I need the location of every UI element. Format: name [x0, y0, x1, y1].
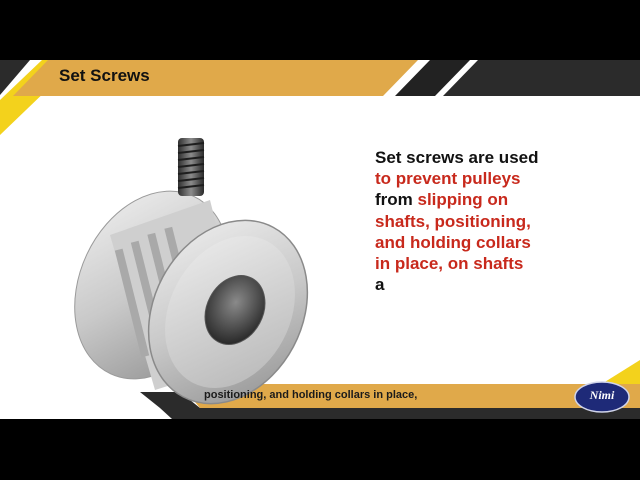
- slide-title: Set Screws: [59, 66, 150, 85]
- body-line-1: Set screws are used: [375, 148, 539, 167]
- body-line-2: to prevent pulleys: [375, 169, 521, 189]
- body-line-6: in place, on shafts: [375, 254, 524, 274]
- caption-subtitle: positioning, and holding collars in place,: [204, 389, 418, 401]
- slide: [0, 60, 640, 419]
- pulley-illustration: [70, 130, 310, 405]
- body-line-3-black: from: [375, 190, 418, 210]
- body-line-4: shafts, positioning,: [375, 211, 531, 231]
- bottom-dark-band: [160, 408, 600, 419]
- body-line-3-red: slipping on: [417, 190, 509, 210]
- top-right-dark-band: [443, 60, 640, 96]
- body-line-7: a: [375, 275, 385, 295]
- slide-body-text: [375, 147, 635, 295]
- logo-text: Nimi: [589, 388, 615, 402]
- set-screw: [178, 138, 204, 196]
- body-line-5: and holding collars: [375, 232, 531, 252]
- body-line-3: [375, 189, 635, 210]
- nimi-logo: [574, 381, 630, 413]
